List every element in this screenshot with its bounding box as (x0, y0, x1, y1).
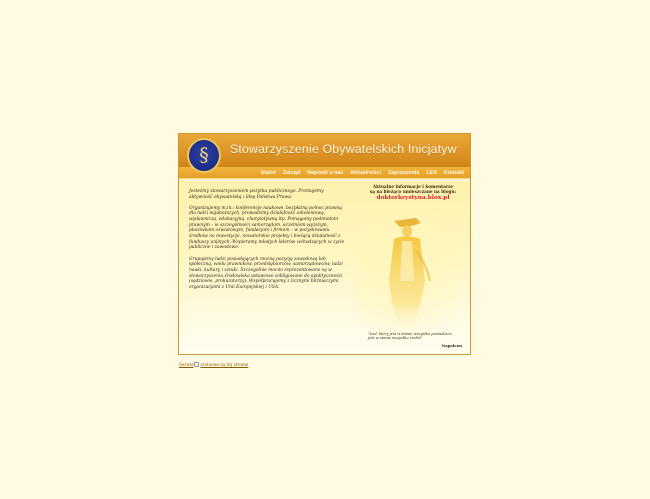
blog-link[interactable]: doktorkrystyna.blox.pl (376, 194, 450, 201)
nav-list (261, 167, 465, 178)
paragraph-sign-icon: § (199, 143, 209, 166)
napoleon-quote: "Lud, który jest w stanie wszystko powiedzieć, jest w stanie wszystko zrobić" (368, 332, 453, 341)
news-subheading: są na bieżąco umieszczane na blogu: (369, 189, 457, 195)
logo-emblem[interactable] (187, 138, 221, 173)
intro-paragraph: Jesteśmy stowarzyszeniem pożytku publicznego. Promujemy aktywność obywatelską i Ideę Państwa Prawa. (189, 189, 324, 200)
footer-image-alt-link[interactable]: zrobione na tej stronie (200, 362, 249, 367)
nav-item-zaproszenia[interactable]: Zaproszenia (387, 169, 420, 176)
right-column (354, 181, 471, 355)
nav-item-kontakt[interactable]: Kontakt (443, 169, 464, 176)
nav-item-zarzad[interactable]: Zarząd (282, 169, 301, 176)
broken-image-icon (194, 362, 199, 367)
footer-link[interactable]: Serwis (179, 362, 194, 367)
nav-item-lex[interactable]: LEX (426, 169, 437, 176)
napoleon-figure-illustration (354, 181, 471, 355)
content-area (179, 181, 471, 355)
news-heading: Aktualne informacje i komentarze (372, 184, 454, 189)
site-title: Stowarzyszenie Obywatelskich Inicjatyw (230, 142, 457, 156)
news-box (354, 184, 471, 202)
main-nav (179, 167, 471, 178)
activities-paragraph: Organizujemy m.in.: konferencje naukowe, bezpłatną pomoc prawną dla ludzi najuboższych, prowadzimy działalność szkoleniową, wydawniczą, edukacyjną, charytatywną itp. Pomagamy podmiotom prawnym – w szczególności samorządom, uczelniom wyższym, placówkom oświatowym, fundacjom i firmom – w pozyskiwaniu środków na inwestycje, nowatorskie projekty i bieżącą działalność z funduszy unijnych. Wspieramy młodych liderów wchodzących w życie publiczne i zawodowe. (189, 205, 345, 251)
site-header (179, 134, 471, 167)
nav-item-statut[interactable]: Statut (260, 169, 276, 176)
main-frame (178, 133, 471, 355)
nav-item-aktualnosci[interactable]: Aktualności (350, 169, 381, 176)
intro-text (189, 189, 347, 296)
nav-item-napisali-o-nas[interactable]: Napisali o nas (307, 169, 344, 176)
footer (179, 362, 248, 367)
members-paragraph: Grupujemy ludzi posiadających mocną pozycję zawodową lub społeczną, wielu prawników, przedsiębiorców, samorządowców, ludzi nauki, kultury i sztuki. Szczególnie mocno reprezentowane są w stowarzyszeniu środowiska ustawowo zobligowane do apolityczności (sędziowie, prokuratorzy). Współpracujemy z licznymi bliźniaczymi organizacjami z Unii Europejskiej i USA. (189, 256, 343, 290)
quote-author: Napoleon (441, 343, 462, 348)
